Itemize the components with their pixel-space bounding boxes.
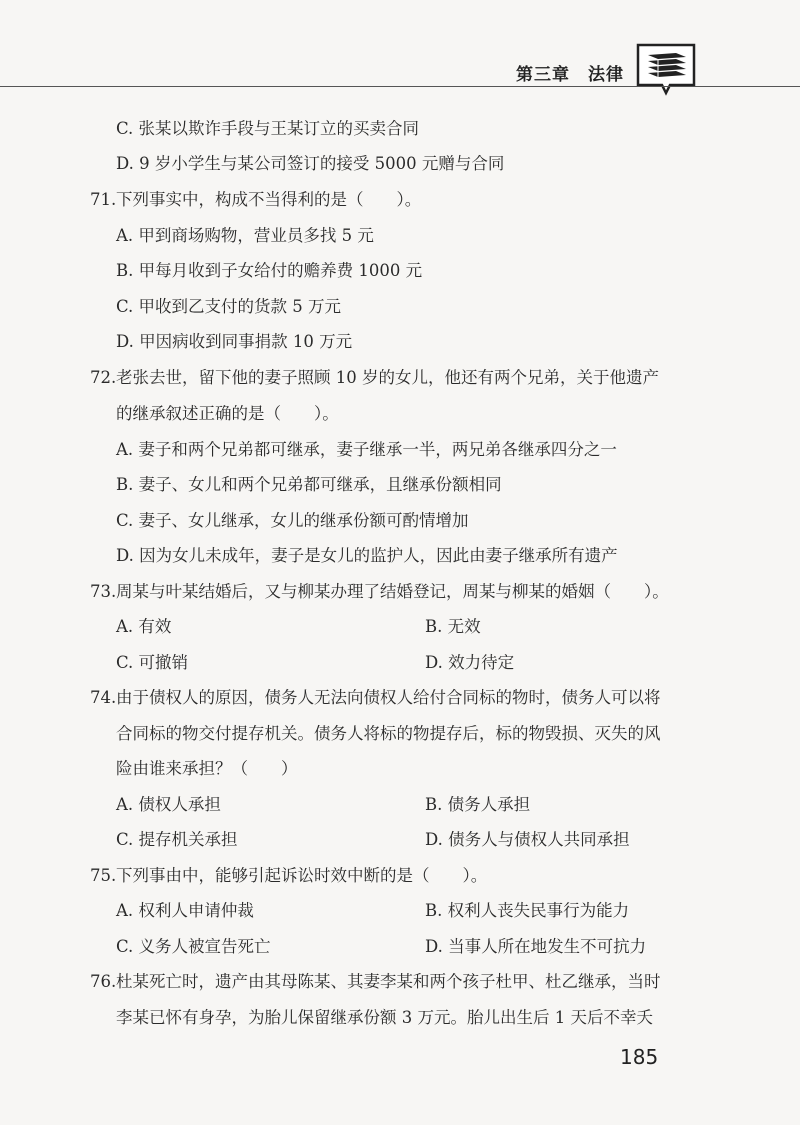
question-number: 75. (90, 866, 117, 885)
option-right: D. 当事人所在地发生不可抗力 (425, 937, 647, 956)
question-text: 险由谁来承担？（ ） (116, 759, 298, 778)
question-text: 下列事由中，能够引起诉讼时效中断的是（ ）。 (116, 866, 488, 885)
option-text: D. 因为女儿未成年，妻子是女儿的监护人，因此由妻子继承所有遗产 (116, 546, 618, 565)
option-text: C. 张某以欺诈手段与王某订立的买卖合同 (116, 119, 420, 138)
option-left: C. 可撤销 (116, 653, 189, 672)
option-right: D. 效力待定 (425, 653, 515, 672)
option-right: B. 无效 (425, 617, 481, 636)
option-text: A. 妻子和两个兄弟都可继承，妻子继承一半，两兄弟各继承四分之一 (116, 440, 617, 459)
header-rule (0, 86, 800, 87)
question-number: 72. (90, 368, 117, 387)
question-text: 老张去世，留下他的妻子照顾 10 岁的女儿，他还有两个兄弟，关于他遗产 (116, 368, 659, 387)
question-number: 74. (90, 688, 117, 707)
book-stack-icon (636, 43, 696, 101)
question-text: 周某与叶某结婚后，又与柳某办理了结婚登记，周某与柳某的婚姻（ ）。 (116, 582, 669, 601)
option-text: A. 甲到商场购物，营业员多找 5 元 (116, 226, 374, 245)
question-text: 杜某死亡时，遗产由其母陈某、其妻李某和两个孩子杜甲、杜乙继承，当时 (116, 972, 661, 991)
chapter-title: 第三章 法律 (516, 65, 624, 85)
option-text: B. 妻子、女儿和两个兄弟都可继承，且继承份额相同 (116, 475, 502, 494)
option-left: A. 有效 (116, 617, 172, 636)
option-text: C. 妻子、女儿继承，女儿的继承份额可酌情增加 (116, 511, 469, 530)
option-left: C. 义务人被宣告死亡 (116, 937, 271, 956)
page-number: 185 (620, 1045, 659, 1069)
question-number: 73. (90, 582, 117, 601)
option-left: A. 权利人申请仲裁 (116, 901, 254, 920)
option-right: B. 债务人承担 (425, 795, 531, 814)
option-right: D. 债务人与债权人共同承担 (425, 830, 630, 849)
question-text: 合同标的物交付提存机关。债务人将标的物提存后，标的物毁损、灭失的风 (116, 724, 661, 743)
question-number: 76. (90, 972, 117, 991)
question-number: 71. (90, 190, 117, 209)
question-text: 下列事实中，构成不当得利的是（ ）。 (116, 190, 422, 209)
option-text: D. 甲因病收到同事捐款 10 万元 (116, 332, 353, 351)
option-left: A. 债权人承担 (116, 795, 221, 814)
option-left: C. 提存机关承担 (116, 830, 238, 849)
option-text: D. 9 岁小学生与某公司签订的接受 5000 元赠与合同 (116, 154, 505, 173)
option-right: B. 权利人丧失民事行为能力 (425, 901, 630, 920)
option-text: B. 甲每月收到子女给付的赡养费 1000 元 (116, 261, 423, 280)
question-text: 李某已怀有身孕，为胎儿保留继承份额 3 万元。胎儿出生后 1 天后不幸夭 (116, 1008, 653, 1027)
page-header (0, 0, 800, 100)
question-text: 由于债权人的原因，债务人无法向债权人给付合同标的物时，债务人可以将 (116, 688, 661, 707)
option-text: C. 甲收到乙支付的货款 5 万元 (116, 297, 342, 316)
question-text: 的继承叙述正确的是（ ）。 (116, 404, 339, 423)
